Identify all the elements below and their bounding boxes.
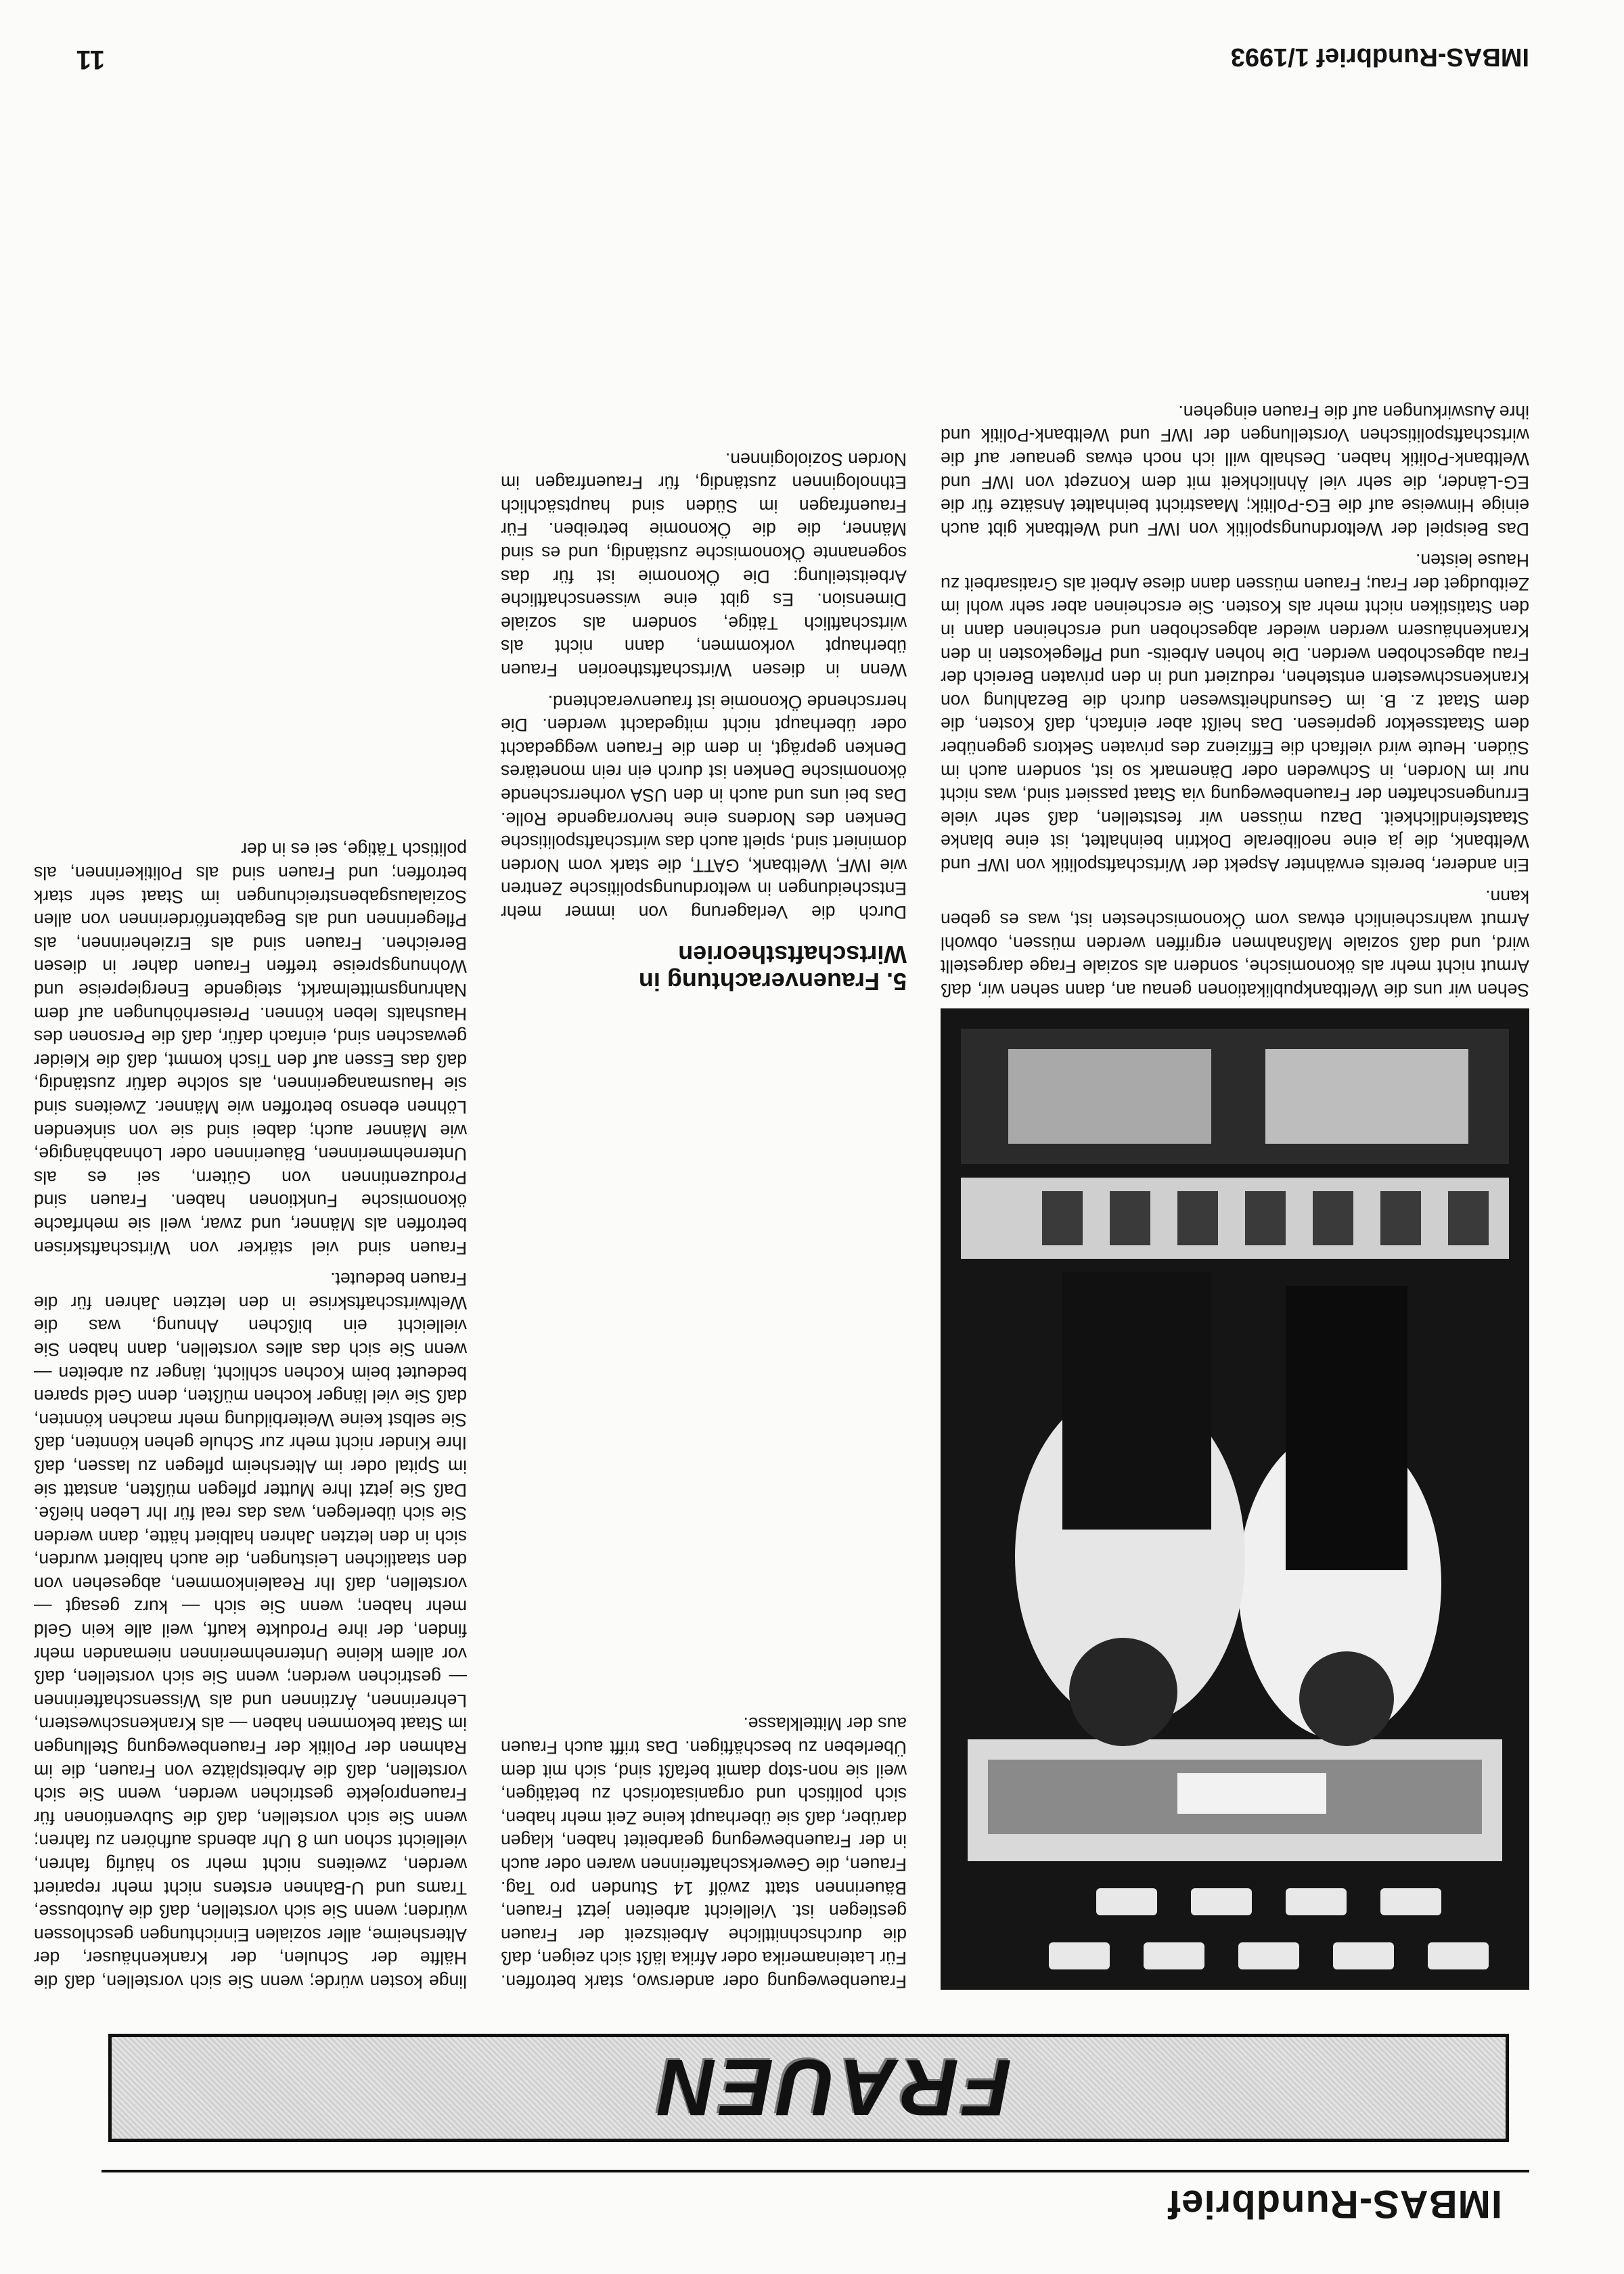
article-column-2 [501, 1712, 907, 1993]
masthead: IMBAS-Rundbrief [1167, 2182, 1502, 2226]
paragraph: Ein anderer, bereits erwähnter Aspekt der Wirtschaftspolitik von IWF und Weltbank, die ja eine neoliberale Doktrin beinhaltet, ist eine blanke Staatsfeindlichkeit. Dazu müssen wir feststellen, daß sehr viele Errungenschaften der Frauenbewegung via Staat passiert sind, was nicht nur im Norden, in Schweden oder Dänemark so ist, sondern auch im Süden. Heute wird vielfach die Effizienz des privaten Sektors gegenüber dem Staatssektor gepriesen. Das heißt aber einfach, daß Kosten, die dem Staat z. B. im Gesundheitswesen durch die Bezahlung von Krankenschwestern entstehen, reduziert und in den privaten Bereich der Frau abgeschoben werden. Die hohen Arbeits- und Pflegekosten in den Krankenhäusern werden wieder abgeschoben und erscheinen dann in den Statistiken nicht mehr als Kosten. Sie erscheinen aber sehr wohl im Zeitbudget der Frau; Frauen müssen dann diese Arbeit als Gratisarbeit zu Hause leisten. [941, 550, 1529, 876]
article-column-1 [34, 838, 467, 1993]
page-number: 11 [76, 45, 105, 74]
paragraph: Das Beispiel der Weltordnungspolitik von IWF und Weltbank gibt auch einige Hinweise auf die EG-Politik; Maastricht beinhaltet Ansätze für die EG-Länder, die sehr viel Ähnlichkeit mit dem Konzept von IWF und Weltbank-Politik haben. Deshalb will ich noch etwas genauer auf die wirtschaftspolitischen Vorstellungen der IWF und Weltbank-Politik und ihre Auswirkungen auf die Frauen eingehen. [941, 401, 1529, 539]
paragraph: Sehen wir uns die Weltbankpublikationen genau an, dann sehen wir, daß Armut nicht mehr als ökonomische, sondern als soziale Frage dargestellt wird, und daß soziale Maßnahmen ergriffen werden müssen, obwohl Armut wahrscheinlich etwas vom Ökonomischesten ist, was es geben kann. [941, 886, 1529, 1000]
issue-label: IMBAS-Rundbrief 1/1993 [1230, 43, 1529, 71]
masthead-rule [102, 2170, 1529, 2172]
photo-of-women-at-market-stall [941, 1008, 1529, 1990]
paragraph: Frauen sind viel stärker von Wirtschaftskrisen betroffen als Männer, und zwar, weil sie mehrfache ökonomische Funktionen haben. Frauen sind Produzentinnen von Gütern, sei es als Unternehmerinnen, Bäuerinnen oder Lohnabhängige, wie Männer auch; dabei sind sie von sinkenden Löhnen ebenso betroffen wie Männer. Zweitens sind sie Hausmanagerinnen, als solche dafür zuständig, daß das Essen auf den Tisch kommt, daß die Kleider gewaschen sind, einfach dafür, daß die Personen des Haushalts leben können. Preiserhöhungen auf dem Nahrungsmittelmarkt, steigende Energiepreise und Wohnungspreise treffen Frauen daher in diesen Bereichen. Frauen sind als Erzieherinnen, als Pflegerinnen und als Begabtenförderinnen von allen Sozialausgabenstreichungen im Staat sehr stark betroffen; und Frauen sind als Politikerinnen, als politisch Tätige, sei es in der [34, 839, 467, 1258]
paragraph: linge kosten würde; wenn Sie sich vorstellen, daß die Hälfte der Schulen, der Krankenhäuser, der Altersheime, aller sozialen Einrichtungen geschlossen würden; wenn Sie sich vorstellen, daß die Autobusse, Trams und U-Bahnen erstens nicht mehr repariert werden, zweitens nicht mehr so häufig fahren, vielleicht schon um 8 Uhr abends aufhören zu fahren; wenn Sie sich vorstellen, daß die Subventionen für Frauenprojekte gestrichen werden, wenn Sie sich vorstellen, daß die Arbeitsplätze von Frauen, die im Rahmen der Politik der Frauenbewegung Stellungen im Staat bekommen haben — als Krankenschwestern, Lehrerinnen, Ärztinnen und als Wissenschafterinnen — gestrichen werden; wenn Sie sich vorstellen, daß vor allem kleine Unternehmerinnen niemanden mehr finden, der ihre Produkte kauft, weil alle kein Geld mehr haben; wenn Sie sich — kurz gesagt — vorstellen, daß Ihr Realeinkommen, abgesehen von den staatlichen Leistungen, die auch halbiert wurden, sich in den letzten Jahren halbiert hätte, dann werden Sie sich überlegen, was das real für Ihr Leben hieße. Daß Sie jetzt Ihre Mutter pflegen müßten, anstatt sie im Spital oder im Altersheim pflegen zu lassen, daß Ihre Kinder nicht mehr zur Schule gehen könnten, daß Sie selbst keine Weiterbildung mehr machen könnten, daß Sie viel länger kochen müßten, denn Geld sparen bedeutet beim Kochen schlicht, länger zu arbeiten — wenn Sie sich das alles vorstellen, dann haben Sie vielleicht ein bißchen Ahnung, was die Weltwirtschaftskrise in den letzten Jahren für die Frauen bedeutet. [34, 1269, 467, 1992]
article-column-2-lower [501, 447, 907, 924]
section-heading: 5. Frauenverachtung in Wirtschaftstheorien [638, 941, 907, 996]
article-column-3 [941, 400, 1529, 1002]
section-banner [108, 2034, 1509, 2142]
paragraph: Frauenbewegung oder anderswo, stark betroffen. Für Lateinamerika oder Afrika läßt sich zeigen, daß die durchschnittliche Arbeitszeit der Frauen gestiegen ist. Vielleicht arbeiten jetzt Frauen, Bäuerinnen statt zwölf 14 Stunden pro Tag. Frauen, die Gewerkschafterinnen waren oder auch in der Frauenbewegung gearbeitet haben, klagen darüber, daß sie überhaupt keine Zeit mehr haben, sich politisch und organisatorisch zu betätigen, weil sie non-stop damit befaßt sind, sich mit dem Überleben zu beschäftigen. Das trifft auch Frauen aus der Mittelklasse. [501, 1714, 907, 1992]
market-photo [941, 1008, 1529, 1990]
banner-title: FRAUEN [654, 2043, 1012, 2132]
paragraph: Wenn in diesen Wirtschaftstheorien Frauen überhaupt vorkommen, dann nicht als wirtschaftlich Tätige, sondern als soziale Dimension. Es gibt eine wissenschaftliche Arbeitsteilung: Die Ökonomie ist für das sogenannte Ökonomische zuständig, und es sind Männer, die die Ökonomie betreiben. Für Frauenfragen im Süden sind hauptsächlich Ethnologinnen zuständig, für Frauenfragen im Norden Soziologinnen. [501, 449, 907, 681]
paragraph: Durch die Verlagerung von immer mehr Entscheidungen in weltordnungspolitische Zentren wie IWF, Weltbank, GATT, die stark vom Norden dominiert sind, spielt auch das wirtschaftspolitische Denken des Nordens eine hervorragende Rolle. Das bei uns und auch in den USA vorherrschende ökonomische Denken ist durch ein rein monetäres Denken geprägt, in dem die Frauen weggedacht oder überhaupt nicht mitgedacht werden. Die herrschende Ökonomie ist frauenverachtend. [501, 691, 907, 922]
